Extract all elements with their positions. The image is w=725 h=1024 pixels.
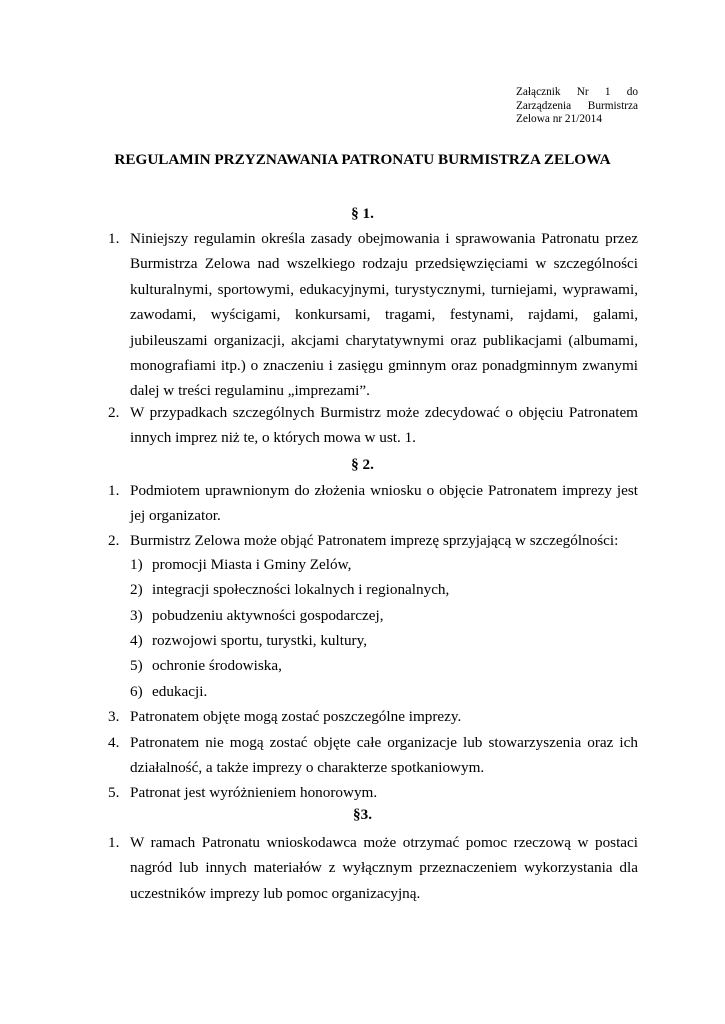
sub-list-item xyxy=(130,603,630,628)
annex-line: Zelowa nr 21/2014 xyxy=(516,113,602,125)
item-number: 2. xyxy=(108,532,120,549)
annex-line: Załącznik Nr 1 do xyxy=(516,86,638,98)
sub-item-number: 1) xyxy=(130,556,143,573)
annex-line: Zarządzenia Burmistrza xyxy=(516,99,638,112)
item-text: Niniejszy regulamin określa zasady obejmowania i sprawowania Patronatu przez Burmistrza Zelowa nad wszelkiego rodzaju przedsięwzięciami w szczególności kulturalnymi, sportowymi, edukacyjnymi, turystycznymi, turniejami, wyprawami, zawodami, wyścigami, konkursami, tragami, festynami, rajdami, galami, jubileuszami organizacji, akcjami charytatywnymi oraz publikacjami (albumami, monografiami itp.) o znaczeniu i zasięgu gminnym oraz ponadgminnym zwanymi dalej w treści regulaminu „imprezami”. xyxy=(130,230,638,400)
paragraph-item xyxy=(108,730,638,781)
section-heading: § 2. xyxy=(351,456,374,473)
paragraph-item xyxy=(108,400,638,451)
sub-item-number: 3) xyxy=(130,607,143,624)
section-heading: § 1. xyxy=(351,205,374,222)
item-text: W przypadkach szczególnych Burmistrz może zdecydować o objęciu Patronatem innych imprez niż te, o których mowa w ust. 1. xyxy=(130,404,638,447)
item-text: Patronat jest wyróżnieniem honorowym. xyxy=(130,784,378,801)
item-text: Burmistrz Zelowa może objąć Patronatem imprezę sprzyjającą w szczególności: xyxy=(130,532,619,549)
item-number: 2. xyxy=(108,404,120,421)
sub-item-text: ochronie środowiska, xyxy=(152,657,282,674)
paragraph-item xyxy=(108,704,638,729)
paragraph-item xyxy=(108,478,638,529)
paragraph-item xyxy=(108,226,638,404)
sub-item-text: rozwojowi sportu, turystki, kultury, xyxy=(152,632,367,649)
paragraph-item xyxy=(108,528,638,553)
item-number: 4. xyxy=(108,734,120,751)
item-number: 1. xyxy=(108,230,120,247)
item-number: 1. xyxy=(108,834,120,851)
sub-item-text: pobudzeniu aktywności gospodarczej, xyxy=(152,607,384,624)
sub-item-text: promocji Miasta i Gminy Zelów, xyxy=(152,556,352,573)
sub-item-number: 4) xyxy=(130,632,143,649)
sub-list-item xyxy=(130,628,630,653)
item-text: Patronatem objęte mogą zostać poszczególne imprezy. xyxy=(130,708,462,725)
item-number: 3. xyxy=(108,708,120,725)
sub-item-number: 5) xyxy=(130,657,143,674)
sub-item-text: integracji społeczności lokalnych i regionalnych, xyxy=(152,581,450,598)
sub-list-item xyxy=(130,653,630,678)
annex-reference xyxy=(516,86,638,127)
item-text: Podmiotem uprawnionym do złożenia wniosku o objęcie Patronatem imprezy jest jej organizator. xyxy=(130,482,638,525)
sub-list-item xyxy=(130,552,630,577)
sub-list-item xyxy=(130,577,630,602)
item-number: 1. xyxy=(108,482,120,499)
item-number: 5. xyxy=(108,784,120,801)
sub-list-item xyxy=(130,679,630,704)
document-title: REGULAMIN PRZYZNAWANIA PATRONATU BURMISTRZA ZELOWA xyxy=(114,151,611,168)
section-heading: §3. xyxy=(353,806,372,823)
item-text: Patronatem nie mogą zostać objęte całe organizacje lub stowarzyszenia oraz ich działalność, a także imprezy o charakterze spotkaniowym. xyxy=(130,734,638,777)
paragraph-item xyxy=(108,830,638,906)
sub-item-number: 2) xyxy=(130,581,143,598)
item-text: W ramach Patronatu wnioskodawca może otrzymać pomoc rzeczową w postaci nagród lub innych materiałów z wyłącznym przeznaczeniem wykorzystania dla uczestników imprezy lub pomoc organizacyjną. xyxy=(130,834,638,902)
sub-item-number: 6) xyxy=(130,683,143,700)
sub-item-text: edukacji. xyxy=(152,683,208,700)
paragraph-item xyxy=(108,780,638,805)
